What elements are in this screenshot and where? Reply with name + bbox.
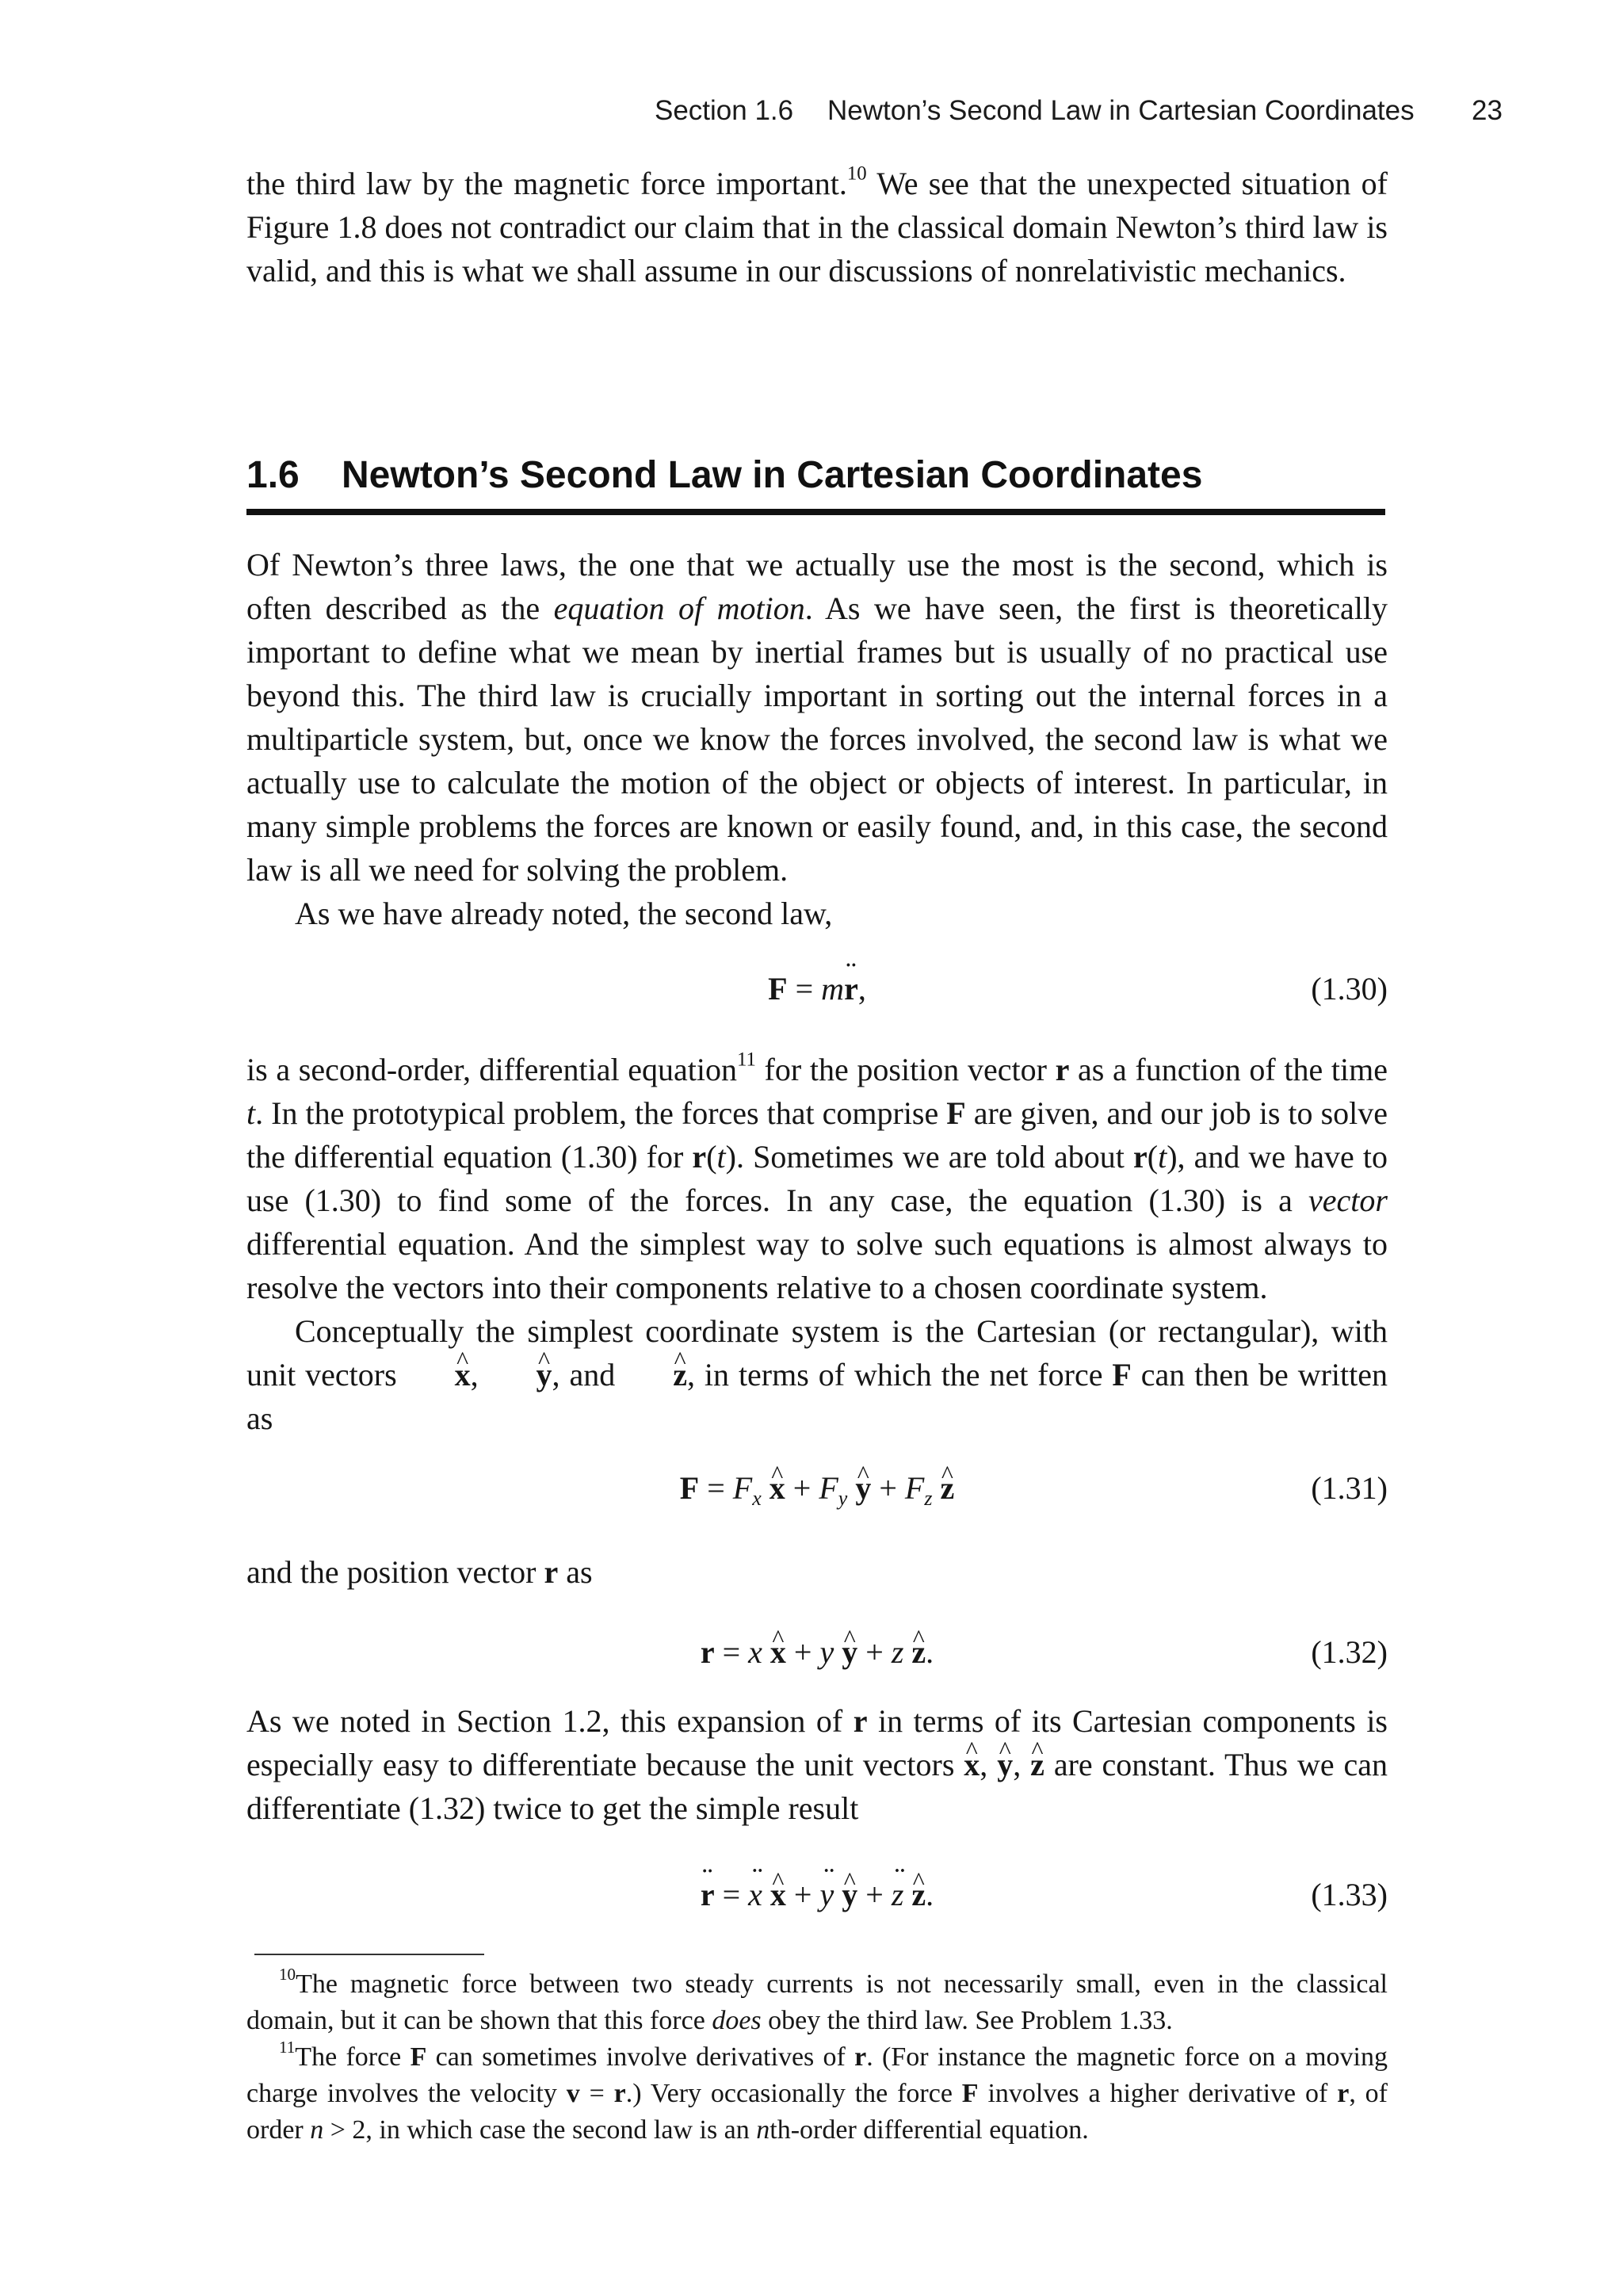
equation-number: (1.30) [1311,971,1388,1007]
footnotes [246,1966,1388,2149]
footnote-rule [254,1954,484,1955]
paragraph-noted: As we have already noted, the second law, [295,896,833,931]
footnote-ref-10[interactable]: 10 [846,162,867,185]
paragraph-conceptually: Conceptually the simplest coordinate system is the Cartesian (or rectangular), with unit vectors ^ x, ^ y, and ^ z, in terms of which the net force F can then be written as [246,1309,1388,1440]
emphasis-equation-of-motion: equation of motion [553,590,805,626]
equation-number: (1.31) [1311,1470,1388,1506]
equation-1-30-body: F = m¨ r, [246,965,1388,1013]
paragraph-continuation: the third law by the magnetic force important.$^{10}$ We see that the unexpected situation of Figure 1.8 does not contradict our claim that in the classical domain Newton’s third law is valid, and this is what we shall assume in our discussions of nonrelativistic mechanics. [246,162,1388,288]
heading-rule [246,509,1385,515]
paragraph-position-vector: and the position vector r as [246,1554,593,1590]
running-head [0,89,1623,128]
equation-1-33-body: ¨ r = ¨ x ^ x + ¨ y ^ y + ¨ z ^ z. [246,1871,1388,1919]
equation-1-32 [246,1629,1388,1676]
equation-1-32-body: r = x ^ x + y ^ y + z ^ z. [246,1629,1388,1676]
running-head-section: Section 1.6 [655,95,794,126]
paragraph-intro: Of Newton’s three laws, the one that we actually use the most is the second, which is often described as the equation of motion. As we have seen, the first is theoretically important to define what we mean by inertial frames but is usually of no practical use beyond this. The third law is crucially important in sorting out the internal forces in a multiparticle system, but, once we know the forces involved, the second law is what we actually use to calculate the motion of the object or objects of interest. In particular, in many simple problems the forces are known or easily found, and, in this case, the second law is all we need for solving the problem. As we have already noted, the second law, [246,543,1388,935]
equation-1-33 [246,1871,1388,1919]
running-head-title: Newton’s Second Law in Cartesian Coordinates [827,95,1415,126]
paragraph-expansion: As we noted in Section 1.2, this expansion of r in terms of its Cartesian components is especially easy to differentiate because the unit vectors ^ x, ^ y, ^ z are constant. Thus we can differentiate (1.32) twice to get the simple result [246,1699,1388,1830]
section-number: 1.6 [246,454,300,496]
equation-number: (1.33) [1311,1877,1388,1912]
footnote-11: $^{11}$The force F can sometimes involve derivatives of r. (For instance the magnetic force on a moving charge involves the velocity v = r.) Very occasionally the force F involves a higher derivative of r, of order n > 2, in which case the second law is an nth-order differential equation. [246,2038,1388,2145]
equation-1-30 [246,965,1388,1013]
footnote-10: $^{10}$The magnetic force between two steady currents is not necessarily small, even in the classical domain, but it can be shown that this force does obey the third law. See Problem 1.33. [246,1965,1388,2035]
equation-number: (1.32) [1311,1634,1388,1670]
footnote-ref-11[interactable]: 11 [736,1049,756,1071]
section-title: Newton’s Second Law in Cartesian Coordinates [342,454,1203,496]
section-heading [246,452,1388,499]
paragraph-second-order: is a second-order, differential equation$^{11}$ for the position vector r as a function of the time t. In the prototypical problem, the forces that comprise F are given, and our job is to solve the differential equation (1.30) for r(t). Sometimes we are told about r(t), and we have to use (1.30) to find some of the forces. In any case, the equation (1.30) is a vector differential equation. And the simplest way to solve such equations is almost always to resolve the vectors into their components relative to a chosen coordinate system. Conceptually the simplest coordinate system is the Cartesian (or rectangular), with unit vectors ^ x, ^ y, and ^ z, in terms of which the net force F can then be written as [246,1048,1388,1440]
emphasis-vector: vector [1308,1182,1388,1218]
equation-1-31 [246,1465,1388,1512]
equation-1-31-body: $F = F_x$ ^ $x + F_y$ ^ $y + F_z$ ^ z [246,1465,1388,1512]
page-number: 23 [1472,95,1503,126]
